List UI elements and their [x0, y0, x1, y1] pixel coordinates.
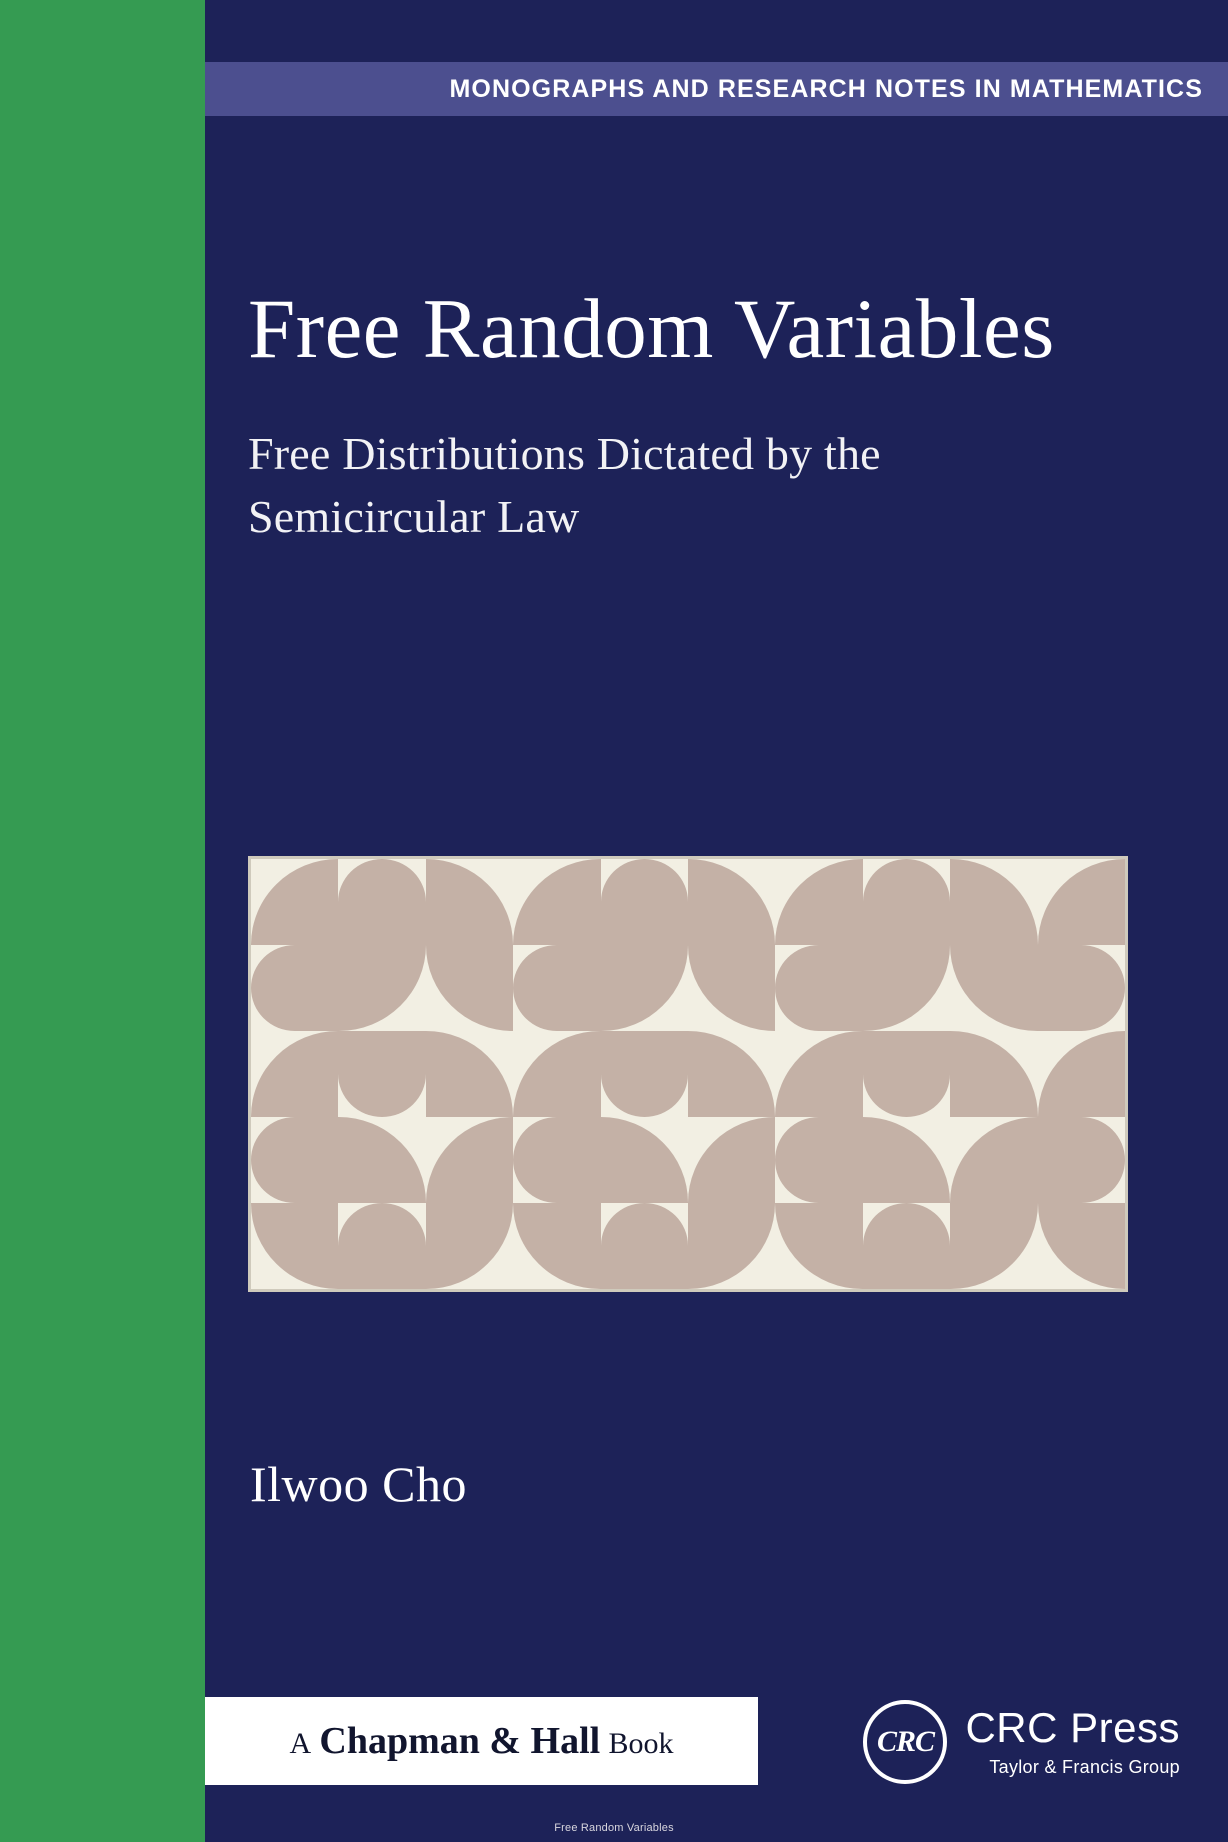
cover-spine-strip	[0, 0, 205, 1842]
imprint-article: A	[289, 1727, 312, 1760]
imprint-text	[289, 1719, 673, 1763]
artwork-tile	[251, 859, 338, 945]
artwork-tile	[251, 945, 338, 1031]
artwork-shape	[601, 1031, 688, 1117]
artwork-tile	[251, 1031, 338, 1117]
artwork-shape	[251, 1031, 338, 1117]
artwork-tile	[513, 945, 600, 1031]
artwork-shape	[513, 1031, 600, 1117]
artwork-shape	[1038, 859, 1125, 945]
artwork-tile	[601, 1031, 688, 1117]
artwork-shape	[338, 1117, 425, 1203]
artwork-tile	[688, 1117, 775, 1203]
artwork-shape	[601, 945, 688, 1031]
artwork-shape	[775, 1117, 862, 1203]
artwork-shape	[863, 1031, 950, 1117]
artwork-tile	[513, 859, 600, 945]
artwork-tile	[950, 859, 1037, 945]
artwork-tile	[1038, 859, 1125, 945]
artwork-tile	[251, 1203, 338, 1289]
artwork-tile	[688, 1203, 775, 1289]
artwork-shape	[601, 859, 688, 945]
artwork-shape	[426, 1031, 513, 1117]
publisher-name: CRC Press	[965, 1703, 1180, 1751]
artwork-tile	[426, 859, 513, 945]
imprint-badge	[205, 1697, 758, 1785]
artwork-shape	[1038, 1203, 1125, 1289]
artwork-shape	[863, 945, 950, 1031]
artwork-tile	[426, 945, 513, 1031]
artwork-shape	[1038, 945, 1125, 1031]
artwork-tile	[601, 1117, 688, 1203]
artwork-tile	[338, 1031, 425, 1117]
book-subtitle: Free Distributions Dictated by the Semicircular Law	[248, 427, 881, 543]
publisher-logo	[863, 1700, 1180, 1784]
artwork-shape	[513, 1117, 600, 1203]
artwork-shape	[338, 1203, 425, 1289]
artwork-tile	[513, 1031, 600, 1117]
artwork-tile	[426, 1031, 513, 1117]
artwork-shape	[688, 945, 775, 1031]
artwork-shape	[251, 1117, 338, 1203]
artwork-tile	[688, 859, 775, 945]
imprint-suffix: Book	[608, 1727, 674, 1760]
artwork-tile	[775, 1117, 862, 1203]
artwork-shape	[863, 1203, 950, 1289]
artwork-shape	[863, 859, 950, 945]
artwork-shape	[950, 1031, 1037, 1117]
crc-roundel-text: CRC	[876, 1725, 934, 1758]
artwork-shape	[688, 1203, 775, 1289]
artwork-shape	[513, 1203, 600, 1289]
artwork-tile	[513, 1203, 600, 1289]
artwork-tile	[251, 1117, 338, 1203]
artwork-shape	[688, 859, 775, 945]
artwork-shape	[775, 945, 862, 1031]
artwork-tile	[1038, 1031, 1125, 1117]
artwork-tile	[426, 1203, 513, 1289]
artwork-shape	[513, 945, 600, 1031]
artwork-shape	[513, 859, 600, 945]
artwork-tile	[688, 945, 775, 1031]
artwork-shape	[426, 1203, 513, 1289]
artwork-tile	[601, 859, 688, 945]
imprint-name: Chapman & Hall	[319, 1720, 601, 1762]
artwork-tile	[1038, 1117, 1125, 1203]
artwork-shape	[775, 859, 862, 945]
artwork-tile	[863, 1203, 950, 1289]
artwork-tile	[775, 1203, 862, 1289]
artwork-tile	[1038, 945, 1125, 1031]
artwork-shape	[338, 859, 425, 945]
publisher-group: Taylor & Francis Group	[989, 1756, 1180, 1777]
artwork-shape	[338, 1031, 425, 1117]
artwork-shape	[601, 1203, 688, 1289]
artwork-shape	[426, 945, 513, 1031]
publisher-wordmark	[965, 1703, 1180, 1778]
artwork-shape	[950, 945, 1037, 1031]
artwork-tile	[513, 1117, 600, 1203]
artwork-shape	[950, 859, 1037, 945]
artwork-tile	[601, 1203, 688, 1289]
artwork-shape	[950, 1203, 1037, 1289]
artwork-shape	[426, 859, 513, 945]
crc-roundel-icon	[863, 1700, 947, 1784]
artwork-tile	[950, 1117, 1037, 1203]
book-title: Free Random Variables	[248, 282, 1055, 376]
artwork-shape	[775, 1031, 862, 1117]
artwork-shape	[251, 859, 338, 945]
artwork-tile	[950, 945, 1037, 1031]
artwork-tile	[601, 945, 688, 1031]
artwork-shape	[251, 1203, 338, 1289]
artwork-shape	[863, 1117, 950, 1203]
artwork-shape	[950, 1117, 1037, 1203]
artwork-shape	[1038, 1117, 1125, 1203]
artwork-tile	[950, 1203, 1037, 1289]
artwork-tile	[338, 1117, 425, 1203]
title-block	[248, 278, 1128, 549]
series-banner-text: MONOGRAPHS AND RESEARCH NOTES IN MATHEMATICS	[449, 74, 1203, 103]
artwork-tile	[688, 1031, 775, 1117]
artwork-shape	[688, 1031, 775, 1117]
artwork-tile	[863, 1031, 950, 1117]
artwork-tile	[338, 859, 425, 945]
artwork-shape	[688, 1117, 775, 1203]
artwork-tile	[338, 1203, 425, 1289]
artwork-tile	[863, 859, 950, 945]
artwork-shape	[426, 1117, 513, 1203]
artwork-tile	[1038, 1203, 1125, 1289]
series-banner	[205, 62, 1228, 116]
artwork-tile	[775, 945, 862, 1031]
artwork-tile	[863, 1117, 950, 1203]
artwork-tile	[775, 1031, 862, 1117]
artwork-shape	[775, 1203, 862, 1289]
bottom-caption: Free Random Variables	[554, 1822, 674, 1834]
book-author: Ilwoo Cho	[250, 1456, 467, 1512]
artwork-tile	[863, 945, 950, 1031]
artwork-shape	[338, 945, 425, 1031]
artwork-tile	[338, 945, 425, 1031]
artwork-shape	[1038, 1031, 1125, 1117]
artwork-tile	[950, 1031, 1037, 1117]
cover-artwork	[248, 856, 1128, 1292]
artwork-tile	[426, 1117, 513, 1203]
artwork-tile	[775, 859, 862, 945]
artwork-shape	[251, 945, 338, 1031]
artwork-shape	[601, 1117, 688, 1203]
